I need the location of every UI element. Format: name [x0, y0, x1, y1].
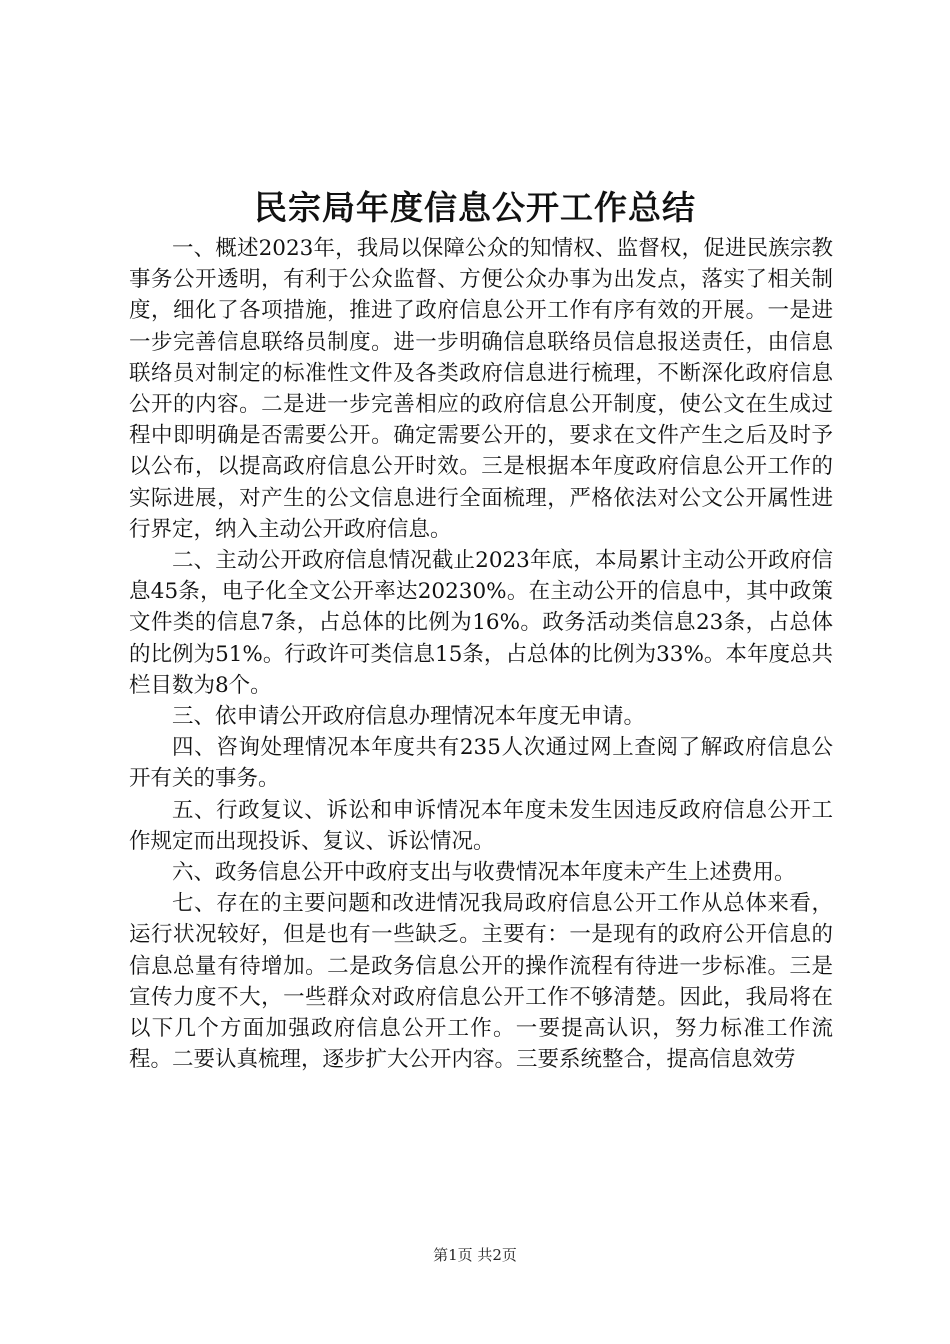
- paragraph-problems-improvements: 七、存在的主要问题和改进情况我局政府信息公开工作从总体来看，运行状况较好，但是也有一些缺乏。主要有：一是现有的政府公开信息的信息总量有待增加。二是政务信息公开的操作流程有待进一步标准。三是宣传力度不大，一些群众对政府信息公开工作不够清楚。因此，我局将在以下几个方面加强政府信息公开工作。一要提高认识，努力标准工作流程。二要认真梳理，逐步扩大公开内容。三要系统整合，提高信息效劳: [129, 891, 833, 1073]
- document-body: [129, 233, 833, 1075]
- paragraph-expenditure: 六、政务信息公开中政府支出与收费情况本年度未产生上述费用。: [172, 860, 796, 886]
- paragraph-review-litigation: 五、行政复议、诉讼和申诉情况本年度未发生因违反政府信息公开工作规定而出现投诉、复议、诉讼情况。: [129, 797, 833, 854]
- paragraph-application-disclosure: 三、依申请公开政府信息办理情况本年度无申请。: [172, 704, 646, 730]
- paragraph-consultation: 四、咨询处理情况本年度共有235人次通过网上查阅了解政府信息公开有关的事务。: [129, 735, 833, 792]
- paragraph-overview: 一、概述2023年，我局以保障公众的知情权、监督权，促进民族宗教事务公开透明，有利于公众监督、方便公众办事为出发点，落实了相关制度，细化了各项措施，推进了政府信息公开工作有序有效的开展。一是进一步完善信息联络员制度。进一步明确信息联络员信息报送责任，由信息联络员对制定的标准性文件及各类政府信息进行梳理，不断深化政府信息公开的内容。二是进一步完善相应的政府信息公开制度，使公文在生成过程中即明确是否需要公开。确定需要公开的，要求在文件产生之后及时予以公布，以提高政府信息公开时效。三是根据本年度政府信息公开工作的实际进展，对产生的公文信息进行全面梳理，严格依法对公文公开属性进行界定，纳入主动公开政府信息。: [129, 236, 833, 542]
- page-footer: 第1页 共2页: [433, 1246, 517, 1264]
- document-title: 民宗局年度信息公开工作总结: [254, 188, 696, 227]
- paragraph-active-disclosure: 二、主动公开政府信息情况截止2023年底，本局累计主动公开政府信息45条，电子化全文公开率达20230%。在主动公开的信息中，其中政策文件类的信息7条，占总体的比例为16%。政务活动类信息23条，占总体的比例为51%。行政许可类信息15条，占总体的比例为33%。本年度总共栏目数为8个。: [129, 548, 833, 698]
